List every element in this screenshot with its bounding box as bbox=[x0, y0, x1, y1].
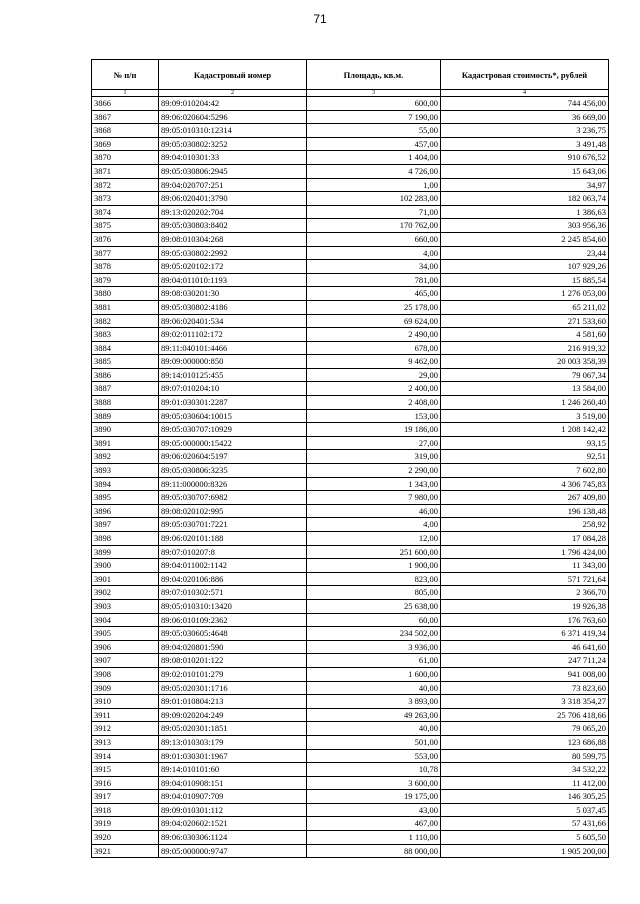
row-number-cell: 3909 bbox=[92, 681, 159, 695]
row-number-cell: 3867 bbox=[92, 110, 159, 124]
table-header-row bbox=[92, 60, 609, 90]
cost-cell: 2 366,70 bbox=[441, 586, 609, 600]
table-row bbox=[92, 396, 609, 410]
cost-cell: 92,51 bbox=[441, 450, 609, 464]
cadastral-number-cell: 89:01:030301:1967 bbox=[159, 749, 307, 763]
cadastral-number-cell: 89:05:000000:15422 bbox=[159, 436, 307, 450]
cost-cell: 571 721,64 bbox=[441, 572, 609, 586]
cost-cell: 15 643,06 bbox=[441, 164, 609, 178]
row-number-cell: 3887 bbox=[92, 382, 159, 396]
table-row bbox=[92, 844, 609, 858]
area-cell: 60,00 bbox=[307, 613, 441, 627]
table-row bbox=[92, 232, 609, 246]
cadastral-number-cell: 89:07:010302:571 bbox=[159, 586, 307, 600]
row-number-cell: 3897 bbox=[92, 518, 159, 532]
cadastral-number-cell: 89:01:010804:213 bbox=[159, 695, 307, 709]
area-cell: 19 186,00 bbox=[307, 423, 441, 437]
cadastral-number-cell: 89:09:000000:850 bbox=[159, 355, 307, 369]
cost-cell: 79 065,20 bbox=[441, 722, 609, 736]
area-cell: 465,00 bbox=[307, 287, 441, 301]
cadastral-number-cell: 89:06:030306:1124 bbox=[159, 831, 307, 845]
cost-cell: 4 581,60 bbox=[441, 328, 609, 342]
cadastral-number-cell: 89:05:030707:6982 bbox=[159, 491, 307, 505]
area-cell: 46,00 bbox=[307, 504, 441, 518]
area-cell: 1 404,00 bbox=[307, 151, 441, 165]
cadastral-number-cell: 89:14:010101:60 bbox=[159, 763, 307, 777]
table-row bbox=[92, 681, 609, 695]
cadastral-number-cell: 89:06:020401:3790 bbox=[159, 192, 307, 206]
table-row bbox=[92, 409, 609, 423]
row-number-cell: 3903 bbox=[92, 599, 159, 613]
cost-cell: 1 208 142,42 bbox=[441, 423, 609, 437]
cadastral-number-cell: 89:13:010303:179 bbox=[159, 735, 307, 749]
row-number-cell: 3918 bbox=[92, 803, 159, 817]
header-cadastral-cost: Кадастровая стоимость*, рублей bbox=[441, 60, 609, 90]
table-row bbox=[92, 708, 609, 722]
row-number-cell: 3898 bbox=[92, 532, 159, 546]
area-cell: 170 762,00 bbox=[307, 219, 441, 233]
row-number-cell: 3889 bbox=[92, 409, 159, 423]
cadastral-number-cell: 89:05:030605:4648 bbox=[159, 627, 307, 641]
cadastral-number-cell: 89:05:030701:7221 bbox=[159, 518, 307, 532]
cadastral-number-cell: 89:04:020707:251 bbox=[159, 178, 307, 192]
cost-cell: 36 669,00 bbox=[441, 110, 609, 124]
cost-cell: 3 491,48 bbox=[441, 137, 609, 151]
table-row bbox=[92, 300, 609, 314]
cadastral-number-cell: 89:08:010201:122 bbox=[159, 654, 307, 668]
area-cell: 40,00 bbox=[307, 681, 441, 695]
area-cell: 153,00 bbox=[307, 409, 441, 423]
table-row bbox=[92, 599, 609, 613]
column-number-row bbox=[92, 90, 609, 97]
cadastral-number-cell: 89:11:000000:8326 bbox=[159, 477, 307, 491]
table-row bbox=[92, 355, 609, 369]
row-number-cell: 3869 bbox=[92, 137, 159, 151]
table-row bbox=[92, 151, 609, 165]
area-cell: 7 190,00 bbox=[307, 110, 441, 124]
area-cell: 234 502,00 bbox=[307, 627, 441, 641]
cost-cell: 1 796 424,00 bbox=[441, 545, 609, 559]
row-number-cell: 3876 bbox=[92, 232, 159, 246]
cadastral-number-cell: 89:08:020102:995 bbox=[159, 504, 307, 518]
cost-cell: 941 008,00 bbox=[441, 667, 609, 681]
row-number-cell: 3870 bbox=[92, 151, 159, 165]
area-cell: 4,00 bbox=[307, 518, 441, 532]
cost-cell: 107 929,26 bbox=[441, 260, 609, 274]
cadastral-number-cell: 89:11:040101:4466 bbox=[159, 341, 307, 355]
cost-cell: 5 605,50 bbox=[441, 831, 609, 845]
table-row bbox=[92, 260, 609, 274]
cost-cell: 1 246 260,40 bbox=[441, 396, 609, 410]
row-number-cell: 3888 bbox=[92, 396, 159, 410]
area-cell: 1 900,00 bbox=[307, 559, 441, 573]
area-cell: 660,00 bbox=[307, 232, 441, 246]
cadastral-number-cell: 89:05:000000:9747 bbox=[159, 844, 307, 858]
table-row bbox=[92, 246, 609, 260]
area-cell: 553,00 bbox=[307, 749, 441, 763]
area-cell: 1,00 bbox=[307, 178, 441, 192]
table-row bbox=[92, 464, 609, 478]
area-cell: 55,00 bbox=[307, 124, 441, 138]
cadastral-number-cell: 89:05:030802:3252 bbox=[159, 137, 307, 151]
area-cell: 823,00 bbox=[307, 572, 441, 586]
cadastral-number-cell: 89:05:010310:12314 bbox=[159, 124, 307, 138]
row-number-cell: 3880 bbox=[92, 287, 159, 301]
area-cell: 7 980,00 bbox=[307, 491, 441, 505]
table-row bbox=[92, 273, 609, 287]
area-cell: 600,00 bbox=[307, 97, 441, 111]
area-cell: 4 726,00 bbox=[307, 164, 441, 178]
row-number-cell: 3894 bbox=[92, 477, 159, 491]
area-cell: 2 408,00 bbox=[307, 396, 441, 410]
row-number-cell: 3893 bbox=[92, 464, 159, 478]
cost-cell: 1 386,63 bbox=[441, 205, 609, 219]
table-row bbox=[92, 164, 609, 178]
table-row bbox=[92, 382, 609, 396]
cost-cell: 11 412,00 bbox=[441, 776, 609, 790]
cadastral-number-cell: 89:04:020801:590 bbox=[159, 640, 307, 654]
area-cell: 88 000,00 bbox=[307, 844, 441, 858]
cadastral-number-cell: 89:14:010125:455 bbox=[159, 368, 307, 382]
row-number-cell: 3881 bbox=[92, 300, 159, 314]
cost-cell: 123 686,88 bbox=[441, 735, 609, 749]
area-cell: 467,00 bbox=[307, 817, 441, 831]
cadastral-table bbox=[91, 59, 609, 858]
table-row bbox=[92, 97, 609, 111]
table-row bbox=[92, 314, 609, 328]
cost-cell: 80 599,75 bbox=[441, 749, 609, 763]
row-number-cell: 3905 bbox=[92, 627, 159, 641]
row-number-cell: 3910 bbox=[92, 695, 159, 709]
cost-cell: 20 003 358,39 bbox=[441, 355, 609, 369]
cadastral-number-cell: 89:04:020106:886 bbox=[159, 572, 307, 586]
cadastral-number-cell: 89:05:030806:2945 bbox=[159, 164, 307, 178]
row-number-cell: 3908 bbox=[92, 667, 159, 681]
table-row bbox=[92, 790, 609, 804]
row-number-cell: 3921 bbox=[92, 844, 159, 858]
cadastral-number-cell: 89:05:020301:1716 bbox=[159, 681, 307, 695]
area-cell: 12,00 bbox=[307, 532, 441, 546]
area-cell: 2 490,00 bbox=[307, 328, 441, 342]
cost-cell: 1 276 053,00 bbox=[441, 287, 609, 301]
area-cell: 501,00 bbox=[307, 735, 441, 749]
table-row bbox=[92, 436, 609, 450]
cost-cell: 5 037,45 bbox=[441, 803, 609, 817]
cost-cell: 267 409,80 bbox=[441, 491, 609, 505]
area-cell: 49 263,00 bbox=[307, 708, 441, 722]
area-cell: 1 343,00 bbox=[307, 477, 441, 491]
table-row bbox=[92, 450, 609, 464]
cadastral-number-cell: 89:08:010304:268 bbox=[159, 232, 307, 246]
area-cell: 19 175,00 bbox=[307, 790, 441, 804]
row-number-cell: 3902 bbox=[92, 586, 159, 600]
row-number-cell: 3882 bbox=[92, 314, 159, 328]
cadastral-number-cell: 89:05:030802:2992 bbox=[159, 246, 307, 260]
area-cell: 2 290,00 bbox=[307, 464, 441, 478]
cost-cell: 744 456,00 bbox=[441, 97, 609, 111]
table-row bbox=[92, 287, 609, 301]
area-cell: 10,78 bbox=[307, 763, 441, 777]
cadastral-number-cell: 89:06:010109:2362 bbox=[159, 613, 307, 627]
table-row bbox=[92, 110, 609, 124]
cost-cell: 79 067,34 bbox=[441, 368, 609, 382]
table-row bbox=[92, 205, 609, 219]
cost-cell: 25 706 418,66 bbox=[441, 708, 609, 722]
row-number-cell: 3919 bbox=[92, 817, 159, 831]
table-row bbox=[92, 518, 609, 532]
row-number-cell: 3871 bbox=[92, 164, 159, 178]
area-cell: 9 462,00 bbox=[307, 355, 441, 369]
cadastral-number-cell: 89:08:030201:30 bbox=[159, 287, 307, 301]
cost-cell: 3 519,00 bbox=[441, 409, 609, 423]
cadastral-number-cell: 89:04:010301:33 bbox=[159, 151, 307, 165]
table-row bbox=[92, 423, 609, 437]
table-row bbox=[92, 831, 609, 845]
cost-cell: 2 245 854,60 bbox=[441, 232, 609, 246]
row-number-cell: 3913 bbox=[92, 735, 159, 749]
cadastral-number-cell: 89:02:010101:279 bbox=[159, 667, 307, 681]
table-body bbox=[92, 97, 609, 858]
area-cell: 805,00 bbox=[307, 586, 441, 600]
cost-cell: 13 584,00 bbox=[441, 382, 609, 396]
cost-cell: 4 306 745,83 bbox=[441, 477, 609, 491]
cost-cell: 15 885,54 bbox=[441, 273, 609, 287]
cost-cell: 23,44 bbox=[441, 246, 609, 260]
cost-cell: 65 211,02 bbox=[441, 300, 609, 314]
table-row bbox=[92, 341, 609, 355]
row-number-cell: 3886 bbox=[92, 368, 159, 382]
cadastral-number-cell: 89:05:020301:1851 bbox=[159, 722, 307, 736]
table-row bbox=[92, 817, 609, 831]
row-number-cell: 3879 bbox=[92, 273, 159, 287]
cadastral-number-cell: 89:06:020101:188 bbox=[159, 532, 307, 546]
table-row bbox=[92, 722, 609, 736]
cadastral-number-cell: 89:07:010204:10 bbox=[159, 382, 307, 396]
table-row bbox=[92, 477, 609, 491]
cost-cell: 258,92 bbox=[441, 518, 609, 532]
table-row bbox=[92, 328, 609, 342]
row-number-cell: 3873 bbox=[92, 192, 159, 206]
cost-cell: 303 956,36 bbox=[441, 219, 609, 233]
area-cell: 1 110,00 bbox=[307, 831, 441, 845]
table-row bbox=[92, 137, 609, 151]
area-cell: 781,00 bbox=[307, 273, 441, 287]
cost-cell: 216 919,32 bbox=[441, 341, 609, 355]
cadastral-number-cell: 89:02:011102:172 bbox=[159, 328, 307, 342]
cost-cell: 19 926,38 bbox=[441, 599, 609, 613]
cost-cell: 34,97 bbox=[441, 178, 609, 192]
cost-cell: 73 823,60 bbox=[441, 681, 609, 695]
table-row bbox=[92, 178, 609, 192]
header-row-number: № п/п bbox=[92, 60, 159, 90]
header-area: Площадь, кв.м. bbox=[307, 60, 441, 90]
table-row bbox=[92, 124, 609, 138]
row-number-cell: 3896 bbox=[92, 504, 159, 518]
row-number-cell: 3868 bbox=[92, 124, 159, 138]
cost-cell: 247 711,24 bbox=[441, 654, 609, 668]
table-row bbox=[92, 667, 609, 681]
cadastral-number-cell: 89:04:011002:1142 bbox=[159, 559, 307, 573]
area-cell: 1 600,00 bbox=[307, 667, 441, 681]
cadastral-number-cell: 89:05:030803:8402 bbox=[159, 219, 307, 233]
cost-cell: 34 532,22 bbox=[441, 763, 609, 777]
cadastral-number-cell: 89:05:020102:172 bbox=[159, 260, 307, 274]
row-number-cell: 3912 bbox=[92, 722, 159, 736]
row-number-cell: 3917 bbox=[92, 790, 159, 804]
row-number-cell: 3901 bbox=[92, 572, 159, 586]
table-row bbox=[92, 803, 609, 817]
cost-cell: 910 676,52 bbox=[441, 151, 609, 165]
table-row bbox=[92, 640, 609, 654]
row-number-cell: 3892 bbox=[92, 450, 159, 464]
table-row bbox=[92, 192, 609, 206]
row-number-cell: 3891 bbox=[92, 436, 159, 450]
table-row bbox=[92, 572, 609, 586]
row-number-cell: 3895 bbox=[92, 491, 159, 505]
cost-cell: 46 641,60 bbox=[441, 640, 609, 654]
area-cell: 34,00 bbox=[307, 260, 441, 274]
row-number-cell: 3884 bbox=[92, 341, 159, 355]
row-number-cell: 3874 bbox=[92, 205, 159, 219]
area-cell: 27,00 bbox=[307, 436, 441, 450]
cost-cell: 196 138,48 bbox=[441, 504, 609, 518]
row-number-cell: 3904 bbox=[92, 613, 159, 627]
row-number-cell: 3875 bbox=[92, 219, 159, 233]
cost-cell: 6 371 419,34 bbox=[441, 627, 609, 641]
area-cell: 3 936,00 bbox=[307, 640, 441, 654]
cadastral-number-cell: 89:09:020204:249 bbox=[159, 708, 307, 722]
cost-cell: 57 431,66 bbox=[441, 817, 609, 831]
table-row bbox=[92, 586, 609, 600]
cadastral-number-cell: 89:06:020401:534 bbox=[159, 314, 307, 328]
column-number: 2 bbox=[159, 90, 307, 97]
row-number-cell: 3907 bbox=[92, 654, 159, 668]
table-row bbox=[92, 735, 609, 749]
row-number-cell: 3920 bbox=[92, 831, 159, 845]
area-cell: 3 893,00 bbox=[307, 695, 441, 709]
area-cell: 69 624,00 bbox=[307, 314, 441, 328]
row-number-cell: 3900 bbox=[92, 559, 159, 573]
area-cell: 25 178,00 bbox=[307, 300, 441, 314]
area-cell: 2 400,00 bbox=[307, 382, 441, 396]
area-cell: 319,00 bbox=[307, 450, 441, 464]
cadastral-number-cell: 89:04:011010:1193 bbox=[159, 273, 307, 287]
area-cell: 43,00 bbox=[307, 803, 441, 817]
table-row bbox=[92, 749, 609, 763]
row-number-cell: 3915 bbox=[92, 763, 159, 777]
cadastral-number-cell: 89:06:020604:5296 bbox=[159, 110, 307, 124]
table-row bbox=[92, 368, 609, 382]
header-cadastral-number: Кадастровый номер bbox=[159, 60, 307, 90]
area-cell: 71,00 bbox=[307, 205, 441, 219]
table-row bbox=[92, 695, 609, 709]
cadastral-number-cell: 89:05:010310:13420 bbox=[159, 599, 307, 613]
table-row bbox=[92, 219, 609, 233]
cost-cell: 93,15 bbox=[441, 436, 609, 450]
row-number-cell: 3906 bbox=[92, 640, 159, 654]
cadastral-number-cell: 89:05:030604:10015 bbox=[159, 409, 307, 423]
cost-cell: 17 084,28 bbox=[441, 532, 609, 546]
cadastral-number-cell: 89:05:030802:4186 bbox=[159, 300, 307, 314]
table-row bbox=[92, 532, 609, 546]
cost-cell: 3 236,75 bbox=[441, 124, 609, 138]
cadastral-number-cell: 89:13:020202:704 bbox=[159, 205, 307, 219]
cadastral-number-cell: 89:04:020602:1521 bbox=[159, 817, 307, 831]
table-row bbox=[92, 627, 609, 641]
row-number-cell: 3878 bbox=[92, 260, 159, 274]
area-cell: 3 600,00 bbox=[307, 776, 441, 790]
cadastral-number-cell: 89:09:010301:112 bbox=[159, 803, 307, 817]
area-cell: 457,00 bbox=[307, 137, 441, 151]
cost-cell: 3 318 354,27 bbox=[441, 695, 609, 709]
cost-cell: 146 305,25 bbox=[441, 790, 609, 804]
cost-cell: 7 602,80 bbox=[441, 464, 609, 478]
area-cell: 102 283,00 bbox=[307, 192, 441, 206]
row-number-cell: 3914 bbox=[92, 749, 159, 763]
table-row bbox=[92, 559, 609, 573]
cadastral-number-cell: 89:04:010907:709 bbox=[159, 790, 307, 804]
column-number: 4 bbox=[441, 90, 609, 97]
table-row bbox=[92, 545, 609, 559]
cost-cell: 182 063,74 bbox=[441, 192, 609, 206]
row-number-cell: 3885 bbox=[92, 355, 159, 369]
row-number-cell: 3911 bbox=[92, 708, 159, 722]
area-cell: 251 600,00 bbox=[307, 545, 441, 559]
cadastral-number-cell: 89:06:020604:5197 bbox=[159, 450, 307, 464]
cost-cell: 271 533,60 bbox=[441, 314, 609, 328]
cadastral-number-cell: 89:01:030301:2287 bbox=[159, 396, 307, 410]
cost-cell: 1 905 200,00 bbox=[441, 844, 609, 858]
row-number-cell: 3890 bbox=[92, 423, 159, 437]
cost-cell: 11 343,00 bbox=[441, 559, 609, 573]
table-row bbox=[92, 613, 609, 627]
area-cell: 29,00 bbox=[307, 368, 441, 382]
cadastral-number-cell: 89:05:030806:3235 bbox=[159, 464, 307, 478]
table-row bbox=[92, 504, 609, 518]
table-row bbox=[92, 776, 609, 790]
cost-cell: 176 763,60 bbox=[441, 613, 609, 627]
row-number-cell: 3872 bbox=[92, 178, 159, 192]
cadastral-number-cell: 89:09:010204:42 bbox=[159, 97, 307, 111]
row-number-cell: 3877 bbox=[92, 246, 159, 260]
table-row bbox=[92, 654, 609, 668]
area-cell: 40,00 bbox=[307, 722, 441, 736]
cadastral-number-cell: 89:05:030707:10929 bbox=[159, 423, 307, 437]
row-number-cell: 3866 bbox=[92, 97, 159, 111]
table-row bbox=[92, 763, 609, 777]
cadastral-number-cell: 89:04:010908:151 bbox=[159, 776, 307, 790]
row-number-cell: 3883 bbox=[92, 328, 159, 342]
area-cell: 61,00 bbox=[307, 654, 441, 668]
column-number: 1 bbox=[92, 90, 159, 97]
area-cell: 25 638,00 bbox=[307, 599, 441, 613]
page-number: 71 bbox=[313, 12, 327, 26]
row-number-cell: 3899 bbox=[92, 545, 159, 559]
row-number-cell: 3916 bbox=[92, 776, 159, 790]
column-number: 3 bbox=[307, 90, 441, 97]
table-row bbox=[92, 491, 609, 505]
area-cell: 4,00 bbox=[307, 246, 441, 260]
cadastral-number-cell: 89:07:010207:8 bbox=[159, 545, 307, 559]
area-cell: 678,00 bbox=[307, 341, 441, 355]
